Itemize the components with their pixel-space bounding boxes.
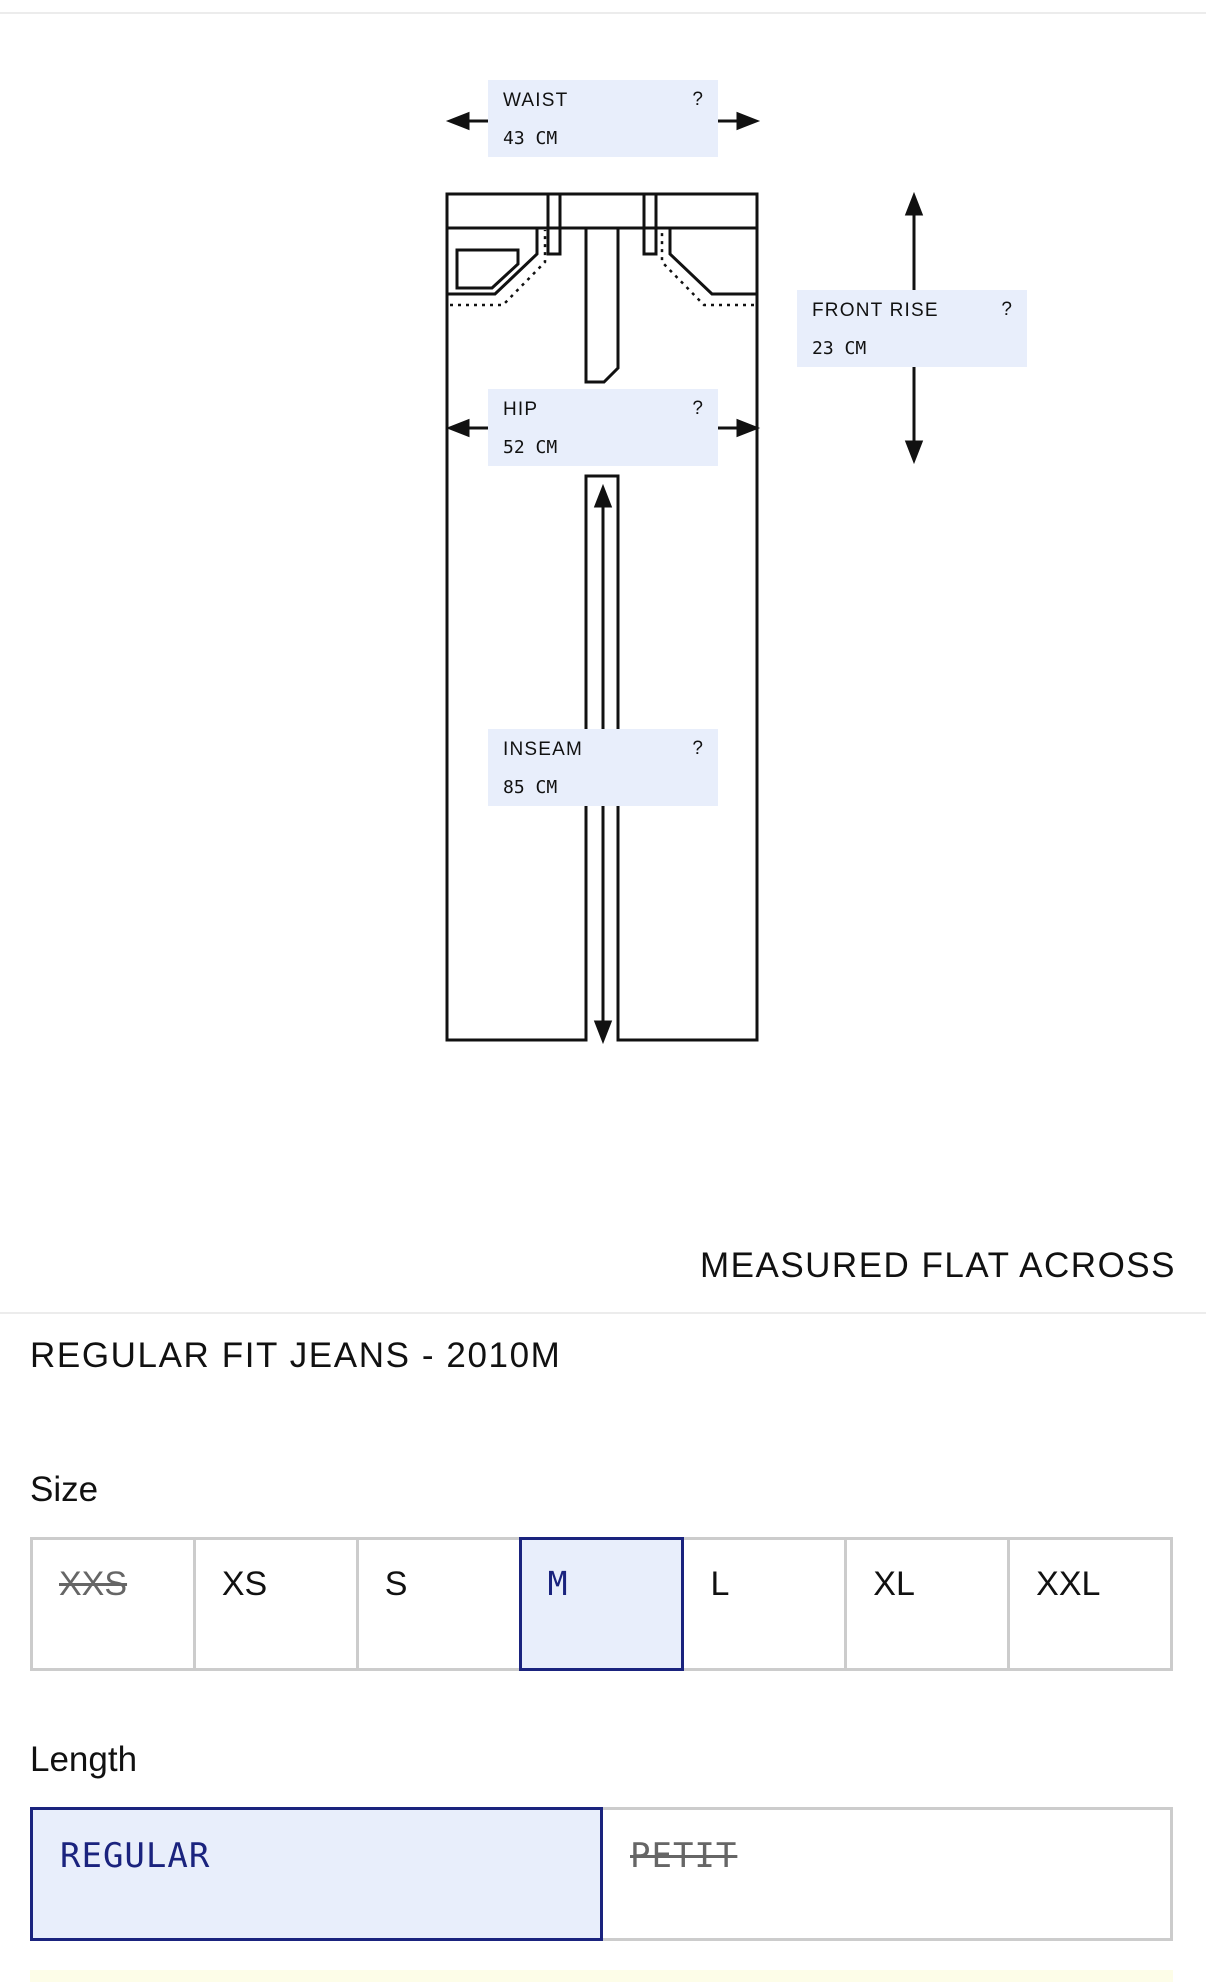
front-rise-help-icon[interactable]: ? <box>1001 299 1012 320</box>
hip-label: HIP <box>503 399 539 420</box>
size-selector <box>30 1537 1173 1671</box>
length-option-petit[interactable]: PETIT <box>600 1807 1173 1941</box>
hip-value: 52 CM <box>503 437 558 458</box>
size-option-s[interactable]: S <box>356 1537 522 1671</box>
hip-measurement <box>488 389 718 466</box>
length-option-regular[interactable]: REGULAR <box>30 1807 603 1941</box>
section-divider <box>0 1312 1206 1314</box>
waist-label: WAIST <box>503 90 569 111</box>
waist-measurement <box>488 80 718 157</box>
hip-help-icon[interactable]: ? <box>692 398 703 419</box>
size-option-xl[interactable]: XL <box>844 1537 1010 1671</box>
inseam-label: INSEAM <box>503 739 584 760</box>
waistband-outline <box>447 194 757 228</box>
waist-help-icon[interactable]: ? <box>692 89 703 110</box>
inseam-help-icon[interactable]: ? <box>692 738 703 759</box>
size-option-xs[interactable]: XS <box>193 1537 359 1671</box>
front-rise-label: FRONT RISE <box>812 300 939 321</box>
size-option-l[interactable]: L <box>681 1537 847 1671</box>
bottom-banner-edge <box>30 1970 1173 1982</box>
length-label: Length <box>30 1740 138 1779</box>
size-option-xxl[interactable]: XXL <box>1007 1537 1173 1671</box>
waist-value: 43 CM <box>503 128 558 149</box>
size-label: Size <box>30 1470 99 1509</box>
length-selector <box>30 1807 1173 1941</box>
size-option-m[interactable]: M <box>519 1537 685 1671</box>
front-rise-value: 23 CM <box>812 338 867 359</box>
measured-flat-note: MEASURED FLAT ACROSS <box>699 1246 1176 1285</box>
size-option-xxs[interactable]: XXS <box>30 1537 196 1671</box>
inseam-value: 85 CM <box>503 777 558 798</box>
inseam-measurement <box>488 729 718 806</box>
product-title: REGULAR FIT JEANS - 2010M <box>30 1336 562 1375</box>
front-rise-measurement <box>797 290 1027 367</box>
